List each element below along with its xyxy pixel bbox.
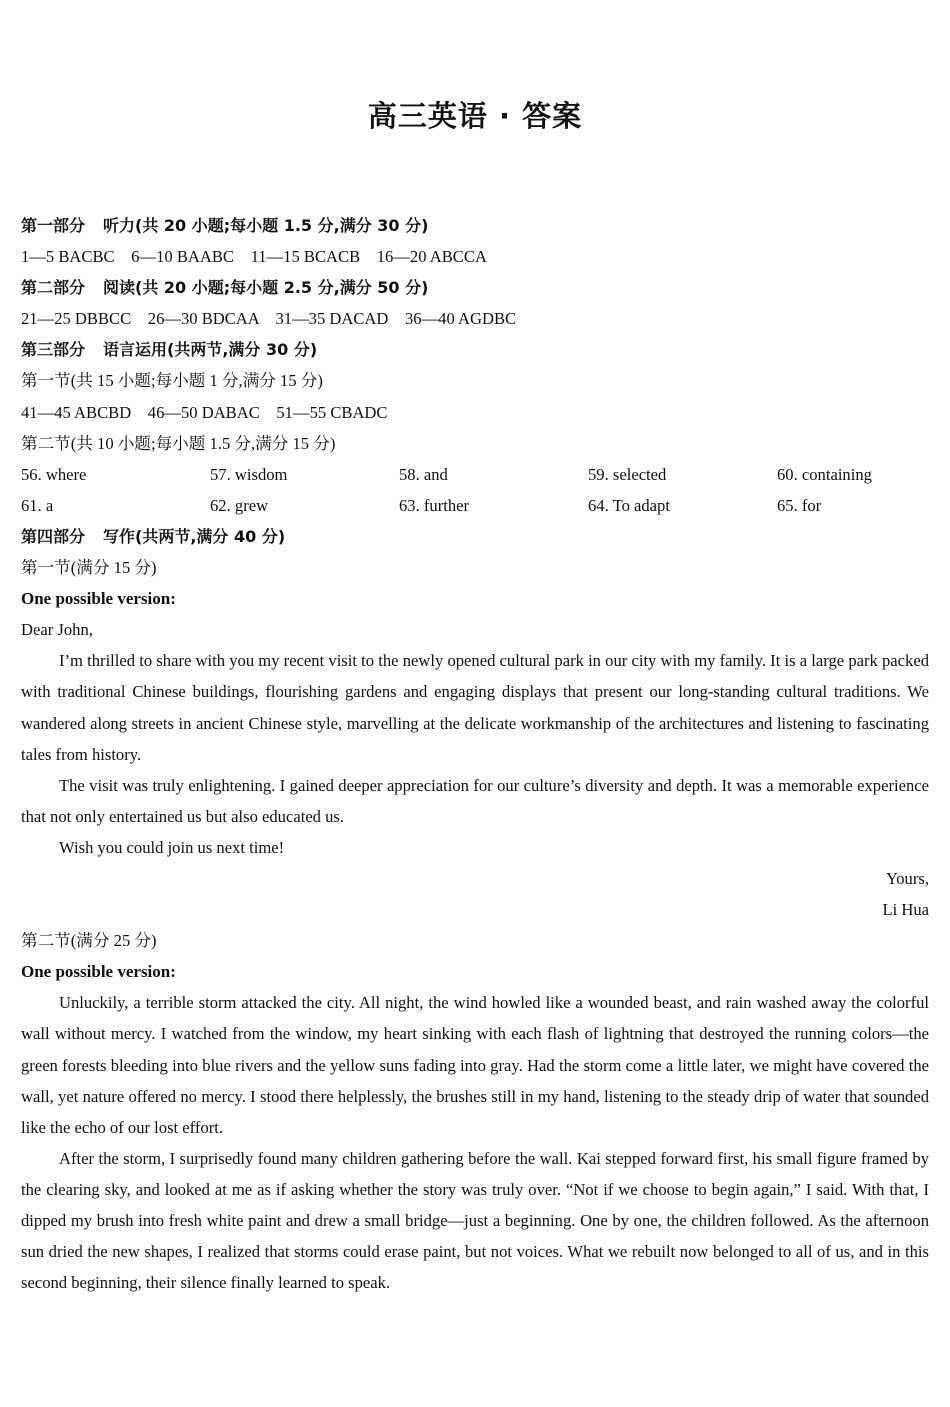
blank-answer: 57. wisdom (210, 464, 288, 484)
blank-answer: 56. where (21, 464, 87, 484)
blank-answer: 62. grew (210, 495, 269, 515)
part3-description: 语言运用(共两节,满分 30 分) (103, 340, 318, 360)
letter-paragraph: I’m thrilled to share with you my recent visit to the newly opened cultural park in our city with my family. It is a large park packed with traditional Chinese buildings, flourishing gardens and engaging displays that present our long-standing cultural traditions. We wandered along streets in ancient Chinese style, marvelling at the delicate workmanship of the architectures and listening to fascinating tales from history. (21, 651, 929, 764)
version-label: One possible version: (21, 589, 176, 609)
letter-greeting: Dear John, (21, 620, 93, 640)
story-paragraph: Unluckily, a terrible storm attacked the city. All night, the wind howled like a wounded beast, and rain washed away the colorful wall without mercy. I watched from the window, my heart sinking with each flash of lightning that destroyed the running colors—the green forests bleeding into blue rivers and the yellow suns fading into gray. Had the storm come a little later, we might have covered the wall, yet nature offered no mercy. I stood there helplessly, the brushes still in my hand, listening to the steady drip of water that sounded like the echo of our lost effort. (21, 993, 929, 1137)
blank-answer: 58. and (399, 464, 448, 484)
blank-answer: 61. a (21, 495, 54, 515)
version-label: One possible version: (21, 962, 176, 982)
part3-section2-heading: 第二节(共 10 小题;每小题 1.5 分,满分 15 分) (21, 433, 336, 453)
part3-section1-heading: 第一节(共 15 小题;每小题 1 分,满分 15 分) (21, 371, 323, 391)
part3-heading (21, 334, 929, 365)
part2-answers: 21—25 DBBCC 26—30 BDCAA 31—35 DACAD 36—40 AGDBC (21, 309, 517, 329)
answer-content (21, 210, 929, 1298)
part4-heading (21, 521, 929, 552)
letter-paragraph: Wish you could join us next time! (59, 837, 285, 857)
blank-answer: 63. further (399, 495, 470, 515)
letter-closing: Yours, (885, 868, 929, 888)
blank-answer: 59. selected (588, 464, 667, 484)
letter-signature: Li Hua (882, 900, 929, 920)
part2-label: 第二部分 (21, 278, 86, 298)
part1-answers: 1—5 BACBC 6—10 BAABC 11—15 BCACB 16—20 ABCCA (21, 247, 487, 267)
page-title: 高三英语 · 答案 (367, 99, 583, 133)
part1-description: 听力(共 20 小题;每小题 1.5 分,满分 30 分) (103, 216, 429, 235)
blank-answer: 64. To adapt (588, 495, 670, 515)
part4-section1-heading: 第一节(满分 15 分) (21, 558, 157, 578)
part1-label: 第一部分 (21, 216, 86, 235)
part4-section2-heading: 第二节(满分 25 分) (21, 931, 157, 951)
blank-answers-row-2 (21, 490, 929, 521)
part4-description: 写作(共两节,满分 40 分) (103, 526, 286, 546)
letter-paragraph: The visit was truly enlightening. I gained deeper appreciation for our culture’s diversity and depth. It was a memorable experience that not only entertained us but also educated us. (21, 775, 929, 826)
part3-label: 第三部分 (21, 340, 86, 360)
part2-heading (21, 272, 929, 303)
blank-answer: 65. for (777, 495, 822, 515)
blank-answer: 60. containing (777, 464, 872, 484)
part1-heading (21, 210, 929, 241)
story-paragraph: After the storm, I surprisedly found many children gathering before the wall. Kai stepped forward first, his small figure framed by the clearing sky, and looked at me as if asking whether the story was truly over. “Not if we choose to begin again,” I said. With that, I dipped my brush into fresh white paint and drew a small bridge—just a beginning. One by one, the children followed. As the afternoon sun dried the new shapes, I realized that storms could erase paint, but not voices. What we rebuilt now belonged to all of us, and in this second beginning, their silence finally learned to speak. (21, 1148, 929, 1293)
part2-description: 阅读(共 20 小题;每小题 2.5 分,满分 50 分) (103, 278, 429, 298)
part3-section1-answers: 41—45 ABCBD 46—50 DABAC 51—55 CBADC (21, 402, 388, 422)
part4-label: 第四部分 (21, 526, 86, 546)
blank-answers-row-1 (21, 459, 929, 490)
